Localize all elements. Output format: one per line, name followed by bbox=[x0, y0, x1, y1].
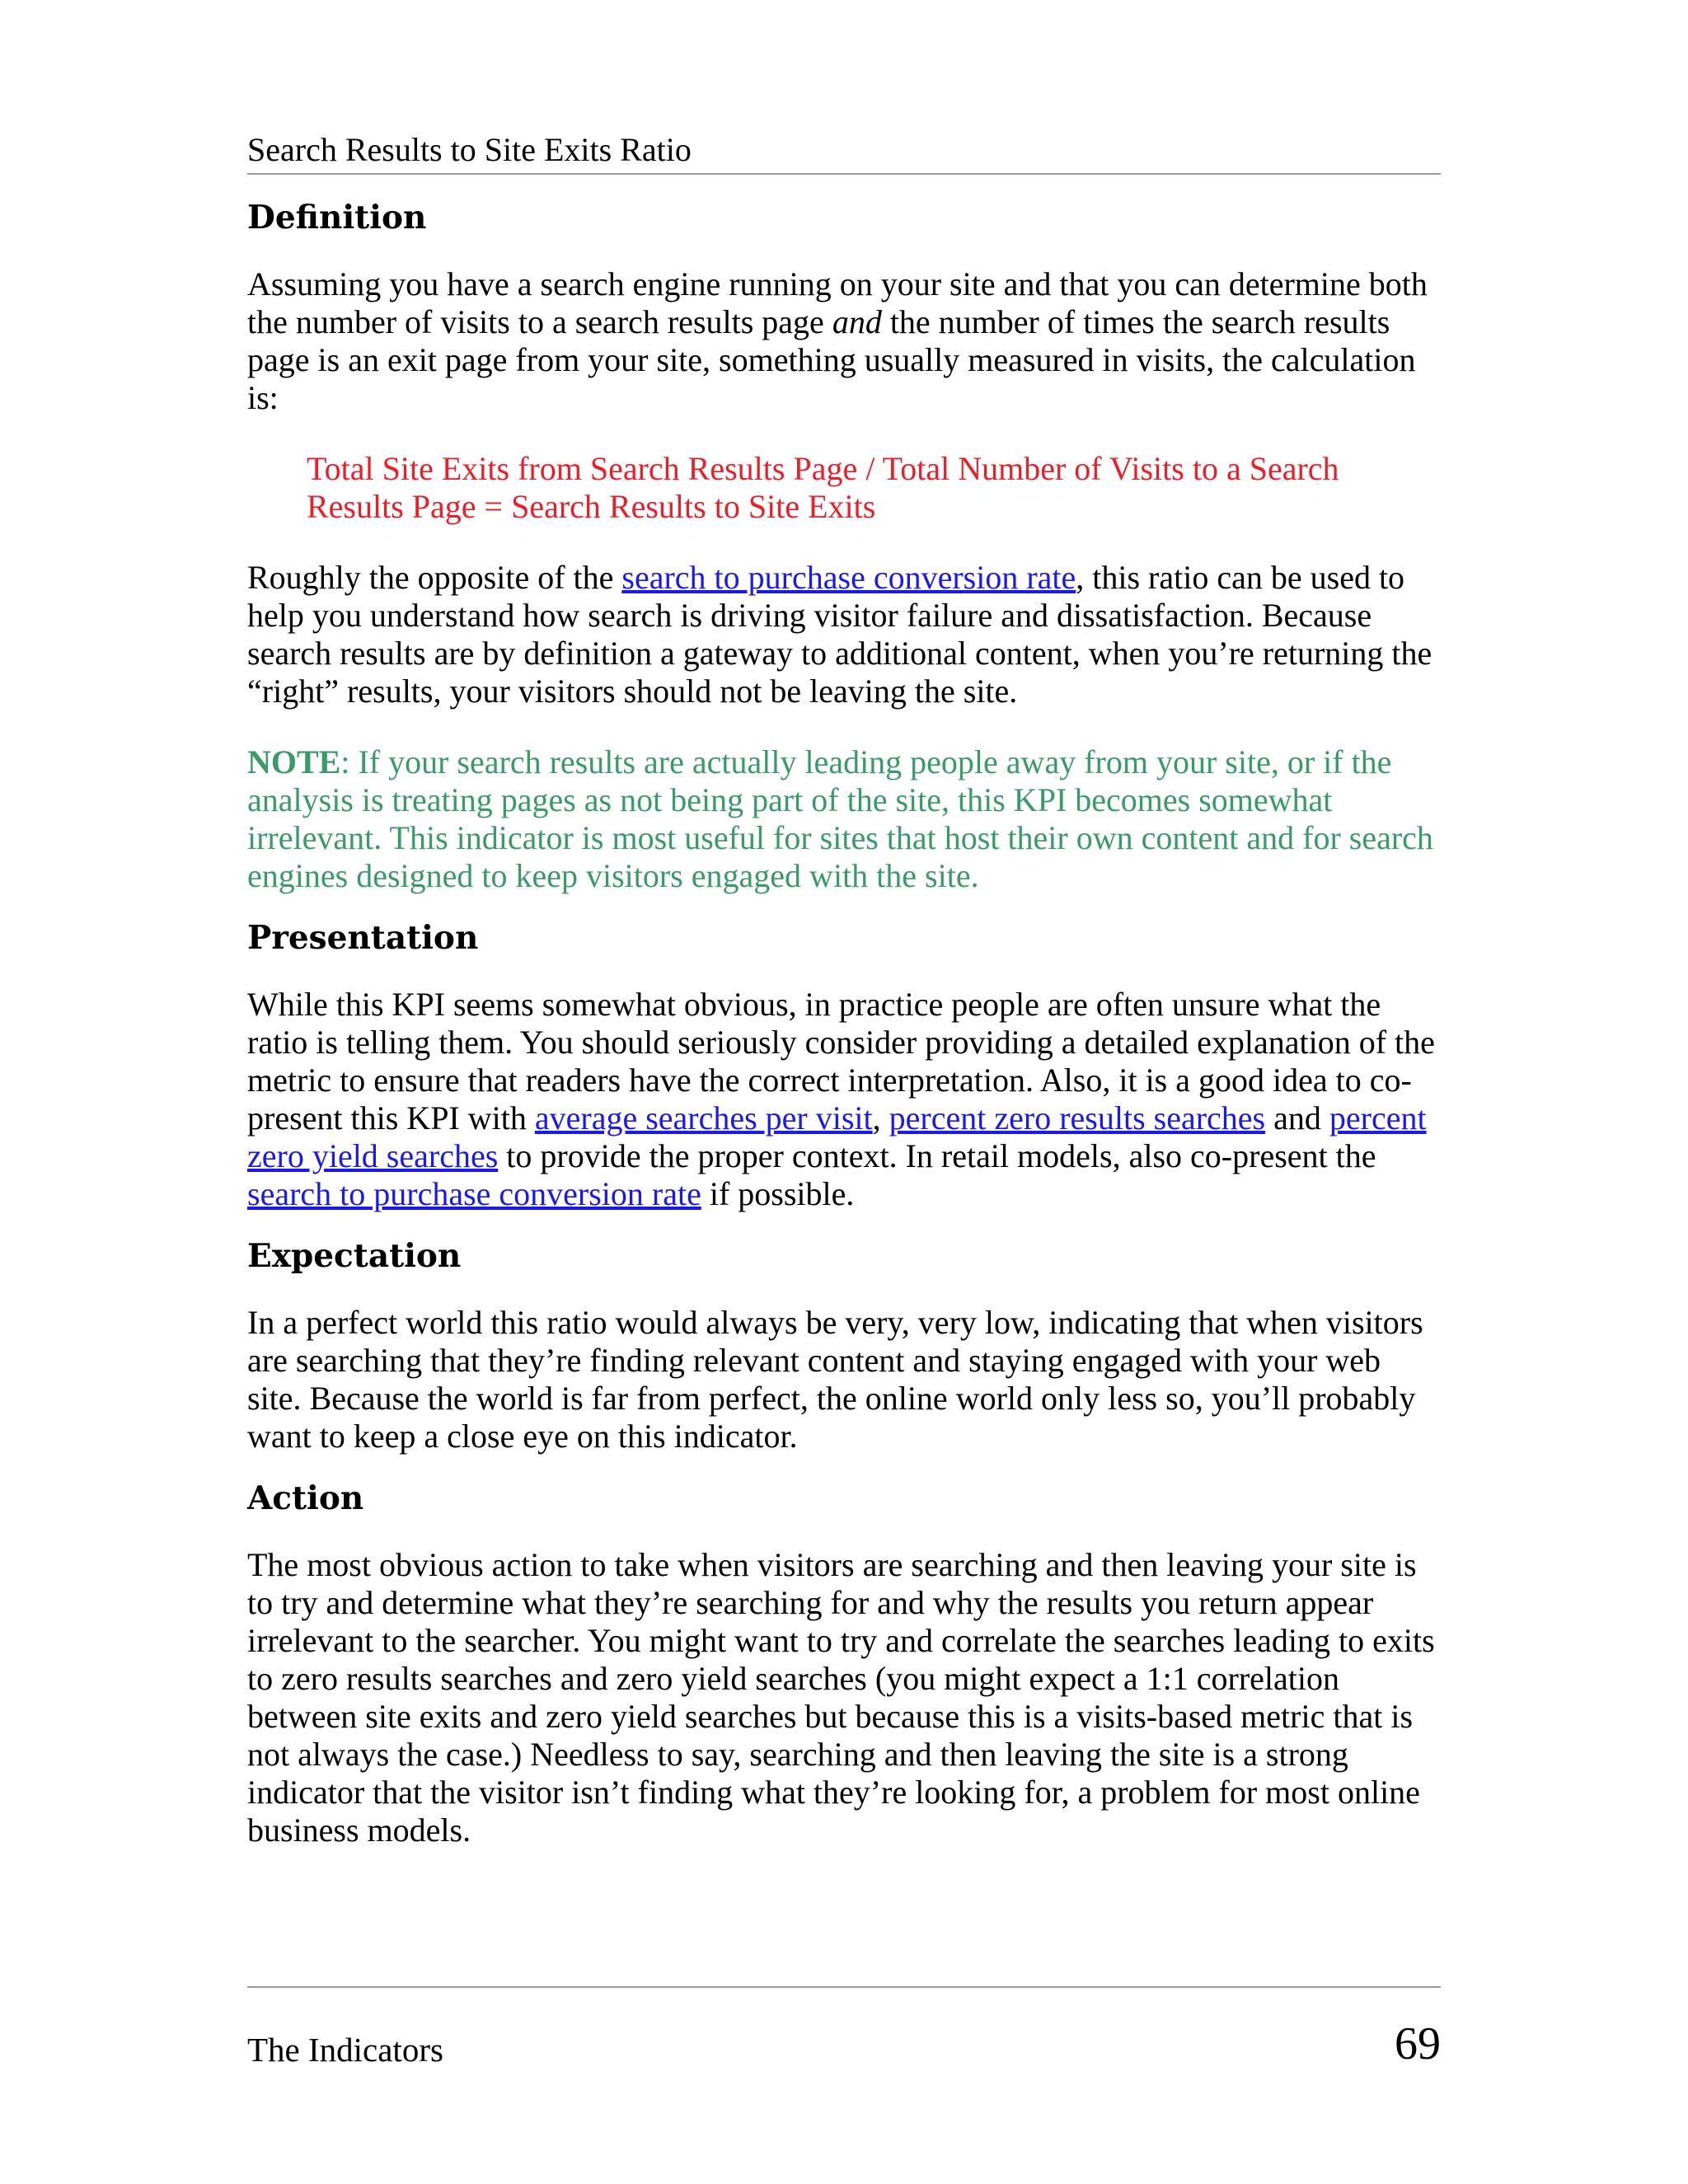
definition-emphasis: and bbox=[832, 303, 882, 340]
definition-paragraph-2 bbox=[247, 559, 1441, 710]
link-average-searches-per-visit[interactable]: average searches per visit bbox=[534, 1099, 873, 1137]
definition-text-part1: Assuming you have a search engine running on your site and that you can determine both the number of visits to a search results page bbox=[247, 265, 1428, 340]
heading-presentation: Presentation bbox=[247, 919, 479, 957]
expectation-paragraph: In a perfect world this ratio would always be very, very low, indicating that when visitors are searching that they’re finding relevant content and staying engaged with your web site. Because the world is far from perfect, the online world only less so, you’ll probably want to keep a close eye on this indicator. bbox=[247, 1304, 1423, 1455]
presentation-separator-1: , bbox=[872, 1099, 889, 1137]
formula: Total Site Exits from Search Results Page / Total Number of Visits to a Search Results Page = Search Results to Site Exits bbox=[307, 450, 1339, 525]
link-search-to-purchase-conversion-rate[interactable]: search to purchase conversion rate bbox=[621, 559, 1076, 596]
definition2-text-part1: Roughly the opposite of the bbox=[247, 559, 622, 596]
presentation-paragraph bbox=[247, 986, 1441, 1213]
heading-definition: Definition bbox=[247, 199, 427, 237]
definition2-text-part2: , this ratio can be used to help you understand how search is driving visitor failure and dissatisfaction. Because search results are by definition a gateway to additional content, when you’re returning the “right” results, your visitors should not be leaving the site. bbox=[247, 559, 1432, 710]
link-search-to-purchase-conversion-rate-2[interactable]: search to purchase conversion rate bbox=[247, 1175, 701, 1212]
presentation-text-part2: to provide the proper context. In retail models, also co-present the bbox=[498, 1137, 1376, 1174]
footer-rule bbox=[247, 1986, 1441, 1988]
running-header: Search Results to Site Exits Ratio bbox=[247, 131, 692, 168]
note-paragraph bbox=[247, 743, 1441, 895]
note-label: NOTE bbox=[247, 743, 341, 780]
heading-expectation: Expectation bbox=[247, 1237, 462, 1275]
definition-text-part2: the number of times the search results page is an exit page from your site, something usually measured in visits, the calculation is: bbox=[247, 303, 1416, 416]
presentation-text-part1: While this KPI seems somewhat obvious, in practice people are often unsure what the ratio is telling them. You should seriously consider providing a detailed explanation of the metric to ensure that readers have the correct interpretation. Also, it is a good idea to co-present this KPI with bbox=[247, 986, 1435, 1137]
link-percent-zero-results-searches[interactable]: percent zero results searches bbox=[889, 1099, 1266, 1137]
link-percent-zero-yield-searches[interactable]: percent zero yield searches bbox=[247, 1099, 1427, 1174]
header-rule bbox=[247, 173, 1441, 175]
page-number: 69 bbox=[1395, 2018, 1441, 2069]
footer-title: The Indicators bbox=[247, 2031, 443, 2069]
action-paragraph: The most obvious action to take when visitors are searching and then leaving your site is to try and determine what they’re searching for and why the results you return appear irrelevant to the searcher. You might want to try and correlate the searches leading to exits to zero results searches and zero yield searches (you might expect a 1:1 correlation between site exits and zero yield searches but because this is a visits-based metric that is not always the case.) Needless to say, searching and then leaving the site is a strong indicator that the visitor isn’t finding what they’re looking for, a problem for most online business models. bbox=[247, 1546, 1435, 1849]
definition-paragraph bbox=[247, 265, 1441, 417]
presentation-text-part3: if possible. bbox=[701, 1175, 855, 1212]
note-text: : If your search results are actually leading people away from your site, or if the analysis is treating pages as not being part of the site, this KPI becomes somewhat irrelevant. This indicator is most useful for sites that host their own content and for search engines designed to keep visitors engaged with the site. bbox=[247, 743, 1433, 894]
heading-action: Action bbox=[247, 1479, 364, 1517]
presentation-separator-2: and bbox=[1265, 1099, 1329, 1137]
page-content bbox=[247, 193, 1441, 1849]
